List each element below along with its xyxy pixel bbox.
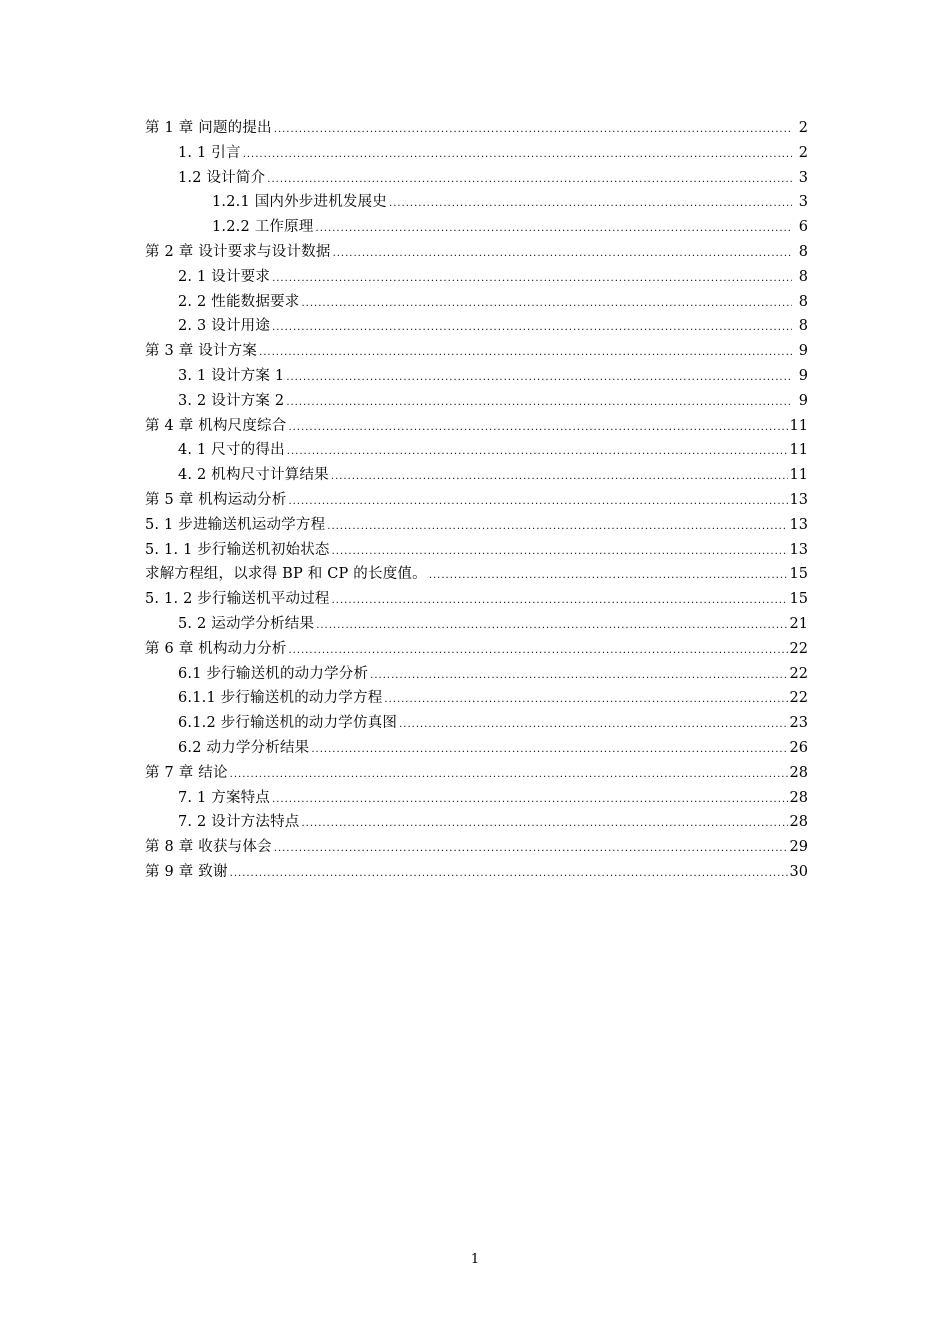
toc-entry-label: 1.2.2 工作原理 bbox=[212, 219, 314, 236]
toc-entry-label: 5. 1. 2 步行输送机平动过程 bbox=[145, 591, 330, 608]
toc-entry-solve-equations[interactable] bbox=[145, 562, 808, 587]
toc-entry-page: 22 bbox=[789, 665, 808, 682]
toc-entry-label: 第 7 章 结论 bbox=[145, 764, 228, 781]
toc-entry-3-1[interactable] bbox=[145, 364, 808, 389]
dot-leader bbox=[399, 713, 787, 738]
dot-leader bbox=[230, 763, 788, 788]
toc-entry-6-1[interactable] bbox=[145, 662, 808, 687]
toc-entry-chapter-1[interactable] bbox=[145, 116, 808, 141]
page-number: 1 bbox=[470, 1252, 480, 1267]
toc-entry-page: 11 bbox=[789, 417, 808, 434]
toc-entry-7-2[interactable] bbox=[145, 810, 808, 835]
toc-entry-label: 第 5 章 机构运动分析 bbox=[145, 491, 287, 508]
toc-entry-page: 15 bbox=[789, 566, 808, 583]
toc-entry-label: 7. 1 方案特点 bbox=[178, 789, 271, 806]
toc-entry-label: 7. 2 设计方法特点 bbox=[178, 814, 300, 831]
toc-entry-page: 11 bbox=[789, 442, 808, 459]
toc-entry-page: 22 bbox=[789, 640, 808, 657]
dot-leader bbox=[259, 341, 792, 366]
toc-entry-page: 8 bbox=[798, 318, 808, 335]
toc-entry-page: 29 bbox=[789, 839, 808, 856]
toc-entry-5-1[interactable] bbox=[145, 513, 808, 538]
toc-entry-label: 第 1 章 问题的提出 bbox=[145, 120, 272, 136]
toc-entry-6-1-2[interactable] bbox=[145, 711, 808, 736]
toc-entry-page: 13 bbox=[789, 541, 808, 558]
toc-entry-page: 22 bbox=[789, 690, 808, 707]
dot-leader bbox=[288, 416, 787, 441]
dot-leader bbox=[272, 788, 787, 813]
toc-entry-chapter-2[interactable] bbox=[145, 240, 808, 265]
toc-entry-chapter-9[interactable] bbox=[145, 860, 808, 885]
dot-leader bbox=[286, 366, 792, 391]
toc-entry-6-1-1[interactable] bbox=[145, 686, 808, 711]
toc-entry-3-2[interactable] bbox=[145, 389, 808, 414]
toc-entry-label: 6.2 动力学分析结果 bbox=[178, 739, 310, 756]
toc-entry-label: 第 2 章 设计要求与设计数据 bbox=[145, 243, 331, 260]
toc-entry-chapter-6[interactable] bbox=[145, 637, 808, 662]
toc-entry-label: 6.1 步行输送机的动力学分析 bbox=[178, 665, 369, 682]
toc-entry-2-3[interactable] bbox=[145, 314, 808, 339]
toc-entry-page: 30 bbox=[789, 863, 808, 880]
toc-entry-chapter-5[interactable] bbox=[145, 488, 808, 513]
toc-entry-1-2[interactable] bbox=[145, 166, 808, 191]
toc-entry-label: 3. 1 设计方案 1 bbox=[178, 367, 285, 384]
toc-entry-label: 求解方程组，以求得 BP 和 CP 的长度值。 bbox=[145, 566, 427, 583]
toc-entry-page: 28 bbox=[789, 814, 808, 831]
toc-entry-5-1-2[interactable] bbox=[145, 587, 808, 612]
toc-entry-page: 9 bbox=[798, 367, 808, 384]
toc-entry-label: 第 3 章 设计方案 bbox=[145, 343, 258, 360]
toc-entry-2-1[interactable] bbox=[145, 265, 808, 290]
toc-entry-label: 4. 1 尺寸的得出 bbox=[178, 442, 285, 459]
toc-entry-label: 2. 3 设计用途 bbox=[178, 318, 271, 335]
toc-entry-6-2[interactable] bbox=[145, 736, 808, 761]
dot-leader bbox=[332, 540, 788, 565]
dot-leader bbox=[267, 168, 792, 193]
dot-leader bbox=[327, 515, 787, 540]
dot-leader bbox=[287, 440, 788, 465]
toc-entry-page: 13 bbox=[789, 491, 808, 508]
dot-leader bbox=[370, 664, 787, 689]
toc-entry-label: 1.2 设计简介 bbox=[178, 169, 266, 186]
toc-entry-page: 6 bbox=[798, 219, 808, 236]
dot-leader bbox=[429, 564, 788, 589]
toc-entry-label: 第 4 章 机构尺度综合 bbox=[145, 417, 287, 434]
dot-leader bbox=[272, 267, 792, 292]
toc-entry-4-1[interactable] bbox=[145, 438, 808, 463]
toc-entry-label: 2. 1 设计要求 bbox=[178, 268, 271, 285]
toc-entry-page: 23 bbox=[789, 715, 808, 732]
dot-leader bbox=[333, 242, 792, 267]
toc-entry-label: 6.1.2 步行输送机的动力学仿真图 bbox=[178, 715, 398, 732]
toc-entry-label: 1. 1 引言 bbox=[178, 144, 241, 161]
toc-entry-chapter-4[interactable] bbox=[145, 414, 808, 439]
toc-entry-label: 3. 2 设计方案 2 bbox=[178, 392, 285, 409]
dot-leader bbox=[230, 862, 788, 887]
dot-leader bbox=[332, 589, 788, 614]
toc-entry-label: 4. 2 机构尺寸计算结果 bbox=[178, 467, 329, 484]
toc-entry-2-2[interactable] bbox=[145, 290, 808, 315]
dot-leader bbox=[389, 192, 792, 217]
dot-leader bbox=[301, 812, 787, 837]
dot-leader bbox=[316, 217, 792, 242]
dot-leader bbox=[311, 738, 787, 763]
dot-leader bbox=[316, 614, 787, 639]
toc-entry-page: 8 bbox=[798, 268, 808, 285]
toc-entry-page: 21 bbox=[789, 615, 808, 632]
toc-entry-chapter-3[interactable] bbox=[145, 339, 808, 364]
toc-entry-page: 26 bbox=[789, 739, 808, 756]
toc-entry-label: 6.1.1 步行输送机的动力学方程 bbox=[178, 690, 383, 707]
dot-leader bbox=[272, 316, 792, 341]
toc-entry-label: 第 9 章 致谢 bbox=[145, 863, 228, 880]
toc-entry-page: 2 bbox=[798, 120, 808, 136]
toc-entry-1-2-2[interactable] bbox=[145, 215, 808, 240]
toc-entry-page: 9 bbox=[798, 392, 808, 409]
dot-leader bbox=[384, 688, 787, 713]
dot-leader bbox=[301, 292, 792, 317]
toc-entry-1-2-1[interactable] bbox=[145, 190, 808, 215]
dot-leader bbox=[243, 143, 792, 168]
toc-entry-page: 3 bbox=[798, 169, 808, 186]
toc-entry-page: 28 bbox=[789, 789, 808, 806]
toc-entry-label: 5. 1. 1 步行输送机初始状态 bbox=[145, 541, 330, 558]
dot-leader bbox=[288, 639, 787, 664]
dot-leader bbox=[288, 490, 787, 515]
toc-entry-page: 13 bbox=[789, 516, 808, 533]
toc-entry-page: 8 bbox=[798, 243, 808, 260]
toc-entry-label: 第 8 章 收获与体会 bbox=[145, 839, 272, 856]
toc-entry-page: 8 bbox=[798, 293, 808, 310]
toc-entry-5-2[interactable] bbox=[145, 612, 808, 637]
toc-entry-page: 9 bbox=[798, 343, 808, 360]
dot-leader bbox=[274, 118, 792, 143]
toc-entry-page: 15 bbox=[789, 591, 808, 608]
toc-entry-label: 5. 1 步进输送机运动学方程 bbox=[145, 516, 326, 533]
toc-entry-page: 11 bbox=[789, 467, 808, 484]
toc-entry-label: 第 6 章 机构动力分析 bbox=[145, 640, 287, 657]
toc-entry-label: 1.2.1 国内外步进机发展史 bbox=[212, 194, 388, 211]
toc-entry-page: 3 bbox=[798, 194, 808, 211]
toc-entry-7-1[interactable] bbox=[145, 786, 808, 811]
dot-leader bbox=[274, 837, 788, 862]
toc-entry-label: 5. 2 运动学分析结果 bbox=[178, 615, 315, 632]
toc-entry-label: 2. 2 性能数据要求 bbox=[178, 293, 300, 310]
toc-entry-page: 2 bbox=[798, 144, 808, 161]
toc-entry-4-2[interactable] bbox=[145, 463, 808, 488]
toc-entry-chapter-7[interactable] bbox=[145, 761, 808, 786]
dot-leader bbox=[286, 391, 792, 416]
toc-entry-page: 28 bbox=[789, 764, 808, 781]
dot-leader bbox=[331, 465, 788, 490]
toc-entry-1-1[interactable] bbox=[145, 141, 808, 166]
table-of-contents bbox=[145, 116, 808, 885]
toc-entry-5-1-1[interactable] bbox=[145, 538, 808, 563]
toc-entry-chapter-8[interactable] bbox=[145, 835, 808, 860]
